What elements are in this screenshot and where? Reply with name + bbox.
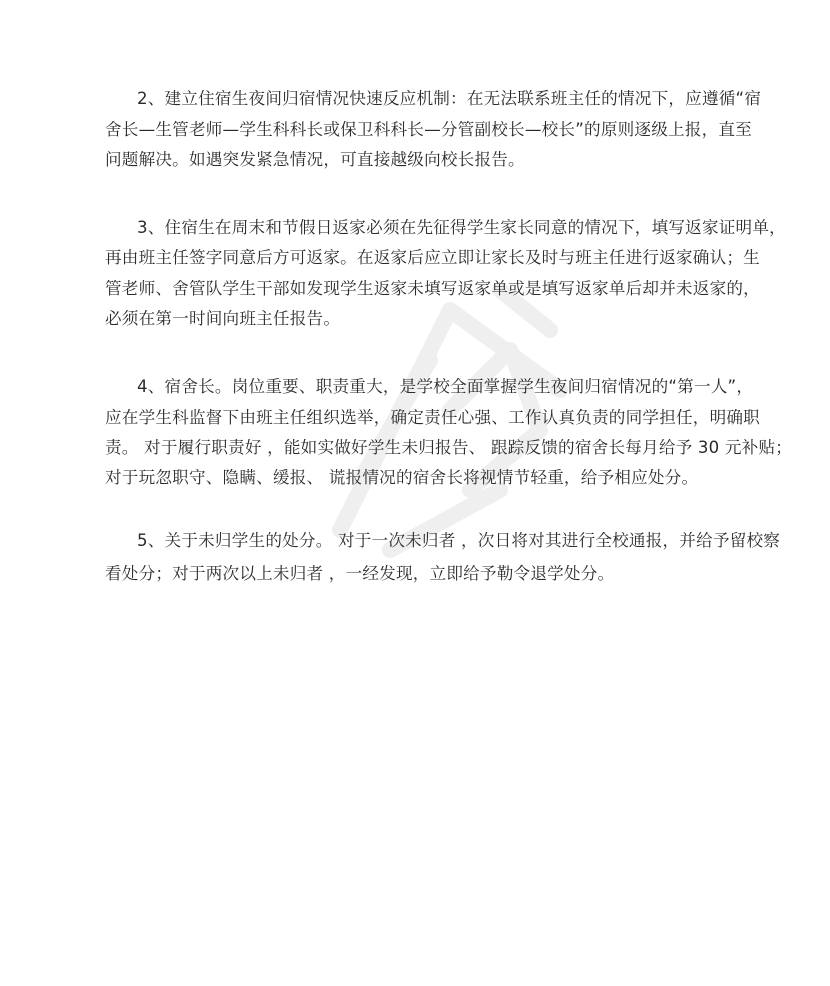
paragraph-4-line-4: 对于玩忽职守、隐瞒、缓报、 谎报情况的宿舍长将视情节轻重，给予相应处分。: [105, 468, 699, 487]
paragraph-5-line-1: 5、关于未归学生的处分。 对于一次未归者 ，次日将对其进行全校通报，并给予留校察: [137, 531, 781, 550]
paragraph-2-line-1: 2、建立住宿生夜间归宿情况快速反应机制：在无法联系班主任的情况下，应遵循“宿: [137, 89, 762, 108]
paragraph-2-line-3: 问题解决。如遇突发紧急情况，可直接越级向校长报告。: [105, 150, 525, 169]
paragraph-2-line-2: 舍长—生管老师—学生科科长或保卫科科长—分管副校长—校长”的原则逐级上报，直至: [105, 120, 752, 139]
paragraph-4-line-2: 应在学生科监督下由班主任组织选举，确定责任心强、工作认真负责的同学担任，明确职: [105, 408, 760, 427]
paragraph-3-line-1: 3、住宿生在周末和节假日返家必须在先征得学生家长同意的情况下，填写返家证明单，: [137, 218, 786, 237]
paragraph-3-line-2: 再由班主任签字同意后方可返家。在返家后应立即让家长及时与班主任进行返家确认；生: [105, 248, 760, 267]
paragraph-4-line-1: 4、宿舍长。岗位重要、职责重大，是学校全面掌握学生夜间归宿情况的“第一人”，: [137, 377, 754, 396]
paragraph-4-line-3: 责。 对于履行职责好 ，能如实做好学生未归报告、 跟踪反馈的宿舍长每月给予 30 元补贴；: [105, 438, 793, 457]
paragraph-3-line-3: 管老师、舍管队学生干部如发现学生返家未填写返家单或是填写返家单后却并未返家的，: [105, 279, 760, 298]
paragraph-5-line-2: 看处分；对于两次以上未归者 ，一经发现，立即给予勒令退学处分。: [105, 564, 615, 583]
paragraph-3-line-4: 必须在第一时间向班主任报告。: [105, 309, 341, 328]
